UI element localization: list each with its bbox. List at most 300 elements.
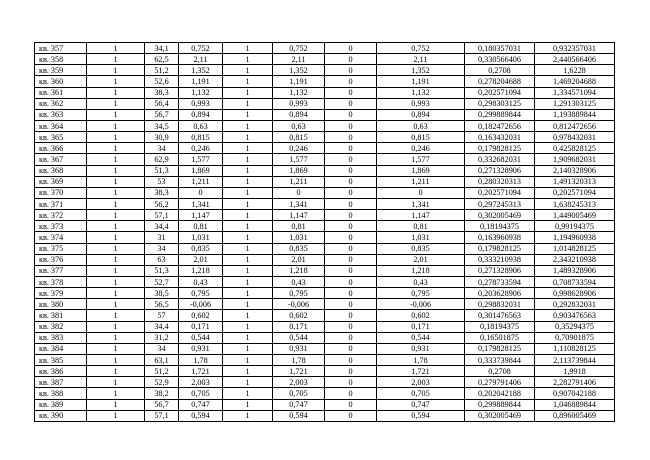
value-cell: 1 (223, 332, 273, 343)
value-cell: 0,298303125 (465, 98, 535, 109)
value-cell: 1,147 (273, 210, 325, 221)
value-cell: 0 (377, 187, 465, 198)
value-cell: 56,5 (145, 299, 179, 310)
value-cell: 1,132 (273, 87, 325, 98)
apartment-label-cell: кв. 363 (35, 109, 87, 120)
value-cell: 1,147 (377, 210, 465, 221)
value-cell: 1,191 (179, 76, 223, 87)
value-cell: 0,815 (273, 132, 325, 143)
value-cell: 34 (145, 343, 179, 354)
table-row (35, 321, 615, 332)
value-cell: 1 (87, 332, 145, 343)
value-cell: 1 (223, 354, 273, 365)
value-cell: 1,352 (273, 65, 325, 76)
value-cell: 0,299889844 (465, 109, 535, 120)
apartment-label-cell: кв. 386 (35, 366, 87, 377)
value-cell: 0,747 (179, 399, 223, 410)
value-cell: 1 (223, 276, 273, 287)
value-cell: 1,721 (179, 366, 223, 377)
value-cell: 1 (87, 87, 145, 98)
value-cell: 57,1 (145, 410, 179, 421)
value-cell: 51,3 (145, 265, 179, 276)
apartment-label-cell: кв. 385 (35, 354, 87, 365)
value-cell: 0,602 (273, 310, 325, 321)
table-body (35, 43, 615, 422)
value-cell: 0 (273, 187, 325, 198)
apartment-label-cell: кв. 380 (35, 299, 87, 310)
value-cell: 1 (223, 388, 273, 399)
value-cell: 0,978432031 (535, 132, 615, 143)
value-cell: 1,132 (179, 87, 223, 98)
value-cell: 1 (223, 343, 273, 354)
value-cell: 0,896005469 (535, 410, 615, 421)
value-cell: 0,332682031 (465, 154, 535, 165)
value-cell: 0,747 (273, 399, 325, 410)
value-cell: 0,202571094 (535, 187, 615, 198)
value-cell: 0,993 (273, 98, 325, 109)
value-cell: 1 (87, 132, 145, 143)
value-cell: 0 (325, 276, 377, 287)
apartment-label-cell: кв. 361 (35, 87, 87, 98)
table-row (35, 377, 615, 388)
value-cell: 0,81 (273, 221, 325, 232)
value-cell: 1,577 (179, 154, 223, 165)
value-cell: 0 (325, 65, 377, 76)
value-cell: 1 (223, 299, 273, 310)
value-cell: 56,7 (145, 399, 179, 410)
value-cell: 0 (325, 143, 377, 154)
value-cell: 0,163960938 (465, 232, 535, 243)
apartment-label-cell: кв. 368 (35, 165, 87, 176)
value-cell: 1,110828125 (535, 343, 615, 354)
value-cell: 0,299889844 (465, 399, 535, 410)
value-cell: 1 (87, 377, 145, 388)
value-cell: 1 (87, 254, 145, 265)
value-cell: 1,341 (179, 198, 223, 209)
value-cell: 1,489328906 (535, 265, 615, 276)
apartment-label-cell: кв. 376 (35, 254, 87, 265)
value-cell: 0,81 (377, 221, 465, 232)
value-cell: 0,202042188 (465, 388, 535, 399)
value-cell: 0,705 (377, 388, 465, 399)
value-cell: 0 (325, 265, 377, 276)
table-row (35, 65, 615, 76)
value-cell: 1,78 (273, 354, 325, 365)
table-row (35, 310, 615, 321)
table-row (35, 143, 615, 154)
value-cell: 1 (87, 310, 145, 321)
value-cell: 0,931 (179, 343, 223, 354)
value-cell: 56,7 (145, 109, 179, 120)
value-cell: 1 (223, 176, 273, 187)
value-cell: 0,894 (377, 109, 465, 120)
value-cell: 0,333739844 (465, 354, 535, 365)
apartment-label-cell: кв. 375 (35, 243, 87, 254)
value-cell: 1,191 (377, 76, 465, 87)
value-cell: 2,003 (377, 377, 465, 388)
value-cell: 0,752 (273, 43, 325, 54)
table-row (35, 276, 615, 287)
value-cell: 1,334571094 (535, 87, 615, 98)
value-cell: 53 (145, 176, 179, 187)
value-cell: 1 (87, 98, 145, 109)
value-cell: 2,11 (377, 54, 465, 65)
value-cell: 57 (145, 310, 179, 321)
value-cell: -0,006 (377, 299, 465, 310)
apartment-label-cell: кв. 357 (35, 43, 87, 54)
value-cell: 1,352 (179, 65, 223, 76)
value-cell: 2,01 (377, 254, 465, 265)
table-row (35, 221, 615, 232)
value-cell: 1 (87, 187, 145, 198)
value-cell: 1,6228 (535, 65, 615, 76)
value-cell: 2,01 (179, 254, 223, 265)
value-cell: 1,191 (273, 76, 325, 87)
apartment-label-cell: кв. 371 (35, 198, 87, 209)
value-cell: 1 (223, 243, 273, 254)
value-cell: 0,278733594 (465, 276, 535, 287)
value-cell: 34,5 (145, 120, 179, 131)
value-cell: 0,43 (273, 276, 325, 287)
table-row (35, 410, 615, 421)
value-cell: 1,291303125 (535, 98, 615, 109)
value-cell: 0,271328906 (465, 265, 535, 276)
value-cell: 1,78 (179, 354, 223, 365)
value-cell: 0 (179, 187, 223, 198)
table-row (35, 399, 615, 410)
value-cell: 1 (87, 165, 145, 176)
value-cell: 0,63 (273, 120, 325, 131)
value-cell: 38,3 (145, 87, 179, 98)
value-cell: 1 (87, 243, 145, 254)
value-cell: 38,5 (145, 288, 179, 299)
value-cell: 1 (87, 276, 145, 287)
value-cell: 1 (223, 143, 273, 154)
value-cell: 31,2 (145, 332, 179, 343)
value-cell: 1 (87, 176, 145, 187)
value-cell: 63,1 (145, 354, 179, 365)
value-cell: 0,812472656 (535, 120, 615, 131)
value-cell: 1 (87, 288, 145, 299)
value-cell: 38,3 (145, 187, 179, 198)
value-cell: 0 (325, 232, 377, 243)
apartment-label-cell: кв. 372 (35, 210, 87, 221)
value-cell: 1,147 (179, 210, 223, 221)
value-cell: 0,302005469 (465, 210, 535, 221)
value-cell: 0 (325, 221, 377, 232)
value-cell: 0,180357031 (465, 43, 535, 54)
value-cell: 1 (223, 210, 273, 221)
value-cell: 1,211 (273, 176, 325, 187)
value-cell: 0 (325, 98, 377, 109)
value-cell: 1 (223, 87, 273, 98)
value-cell: 0 (325, 377, 377, 388)
value-cell: 0 (325, 321, 377, 332)
value-cell: 1 (223, 65, 273, 76)
value-cell: 0,298832031 (465, 299, 535, 310)
value-cell: 0,171 (273, 321, 325, 332)
value-cell: 0 (325, 109, 377, 120)
value-cell: 2,11 (273, 54, 325, 65)
value-cell: 1 (223, 187, 273, 198)
apartment-label-cell: кв. 381 (35, 310, 87, 321)
value-cell: 0 (325, 120, 377, 131)
value-cell: 0,795 (377, 288, 465, 299)
value-cell: 0 (325, 154, 377, 165)
value-cell: 0,271328906 (465, 165, 535, 176)
value-cell: 0,708733594 (535, 276, 615, 287)
value-cell: 0,202571094 (465, 87, 535, 98)
value-cell: 0,998628906 (535, 288, 615, 299)
value-cell: 1 (87, 321, 145, 332)
value-cell: 0,894 (273, 109, 325, 120)
value-cell: 0,171 (377, 321, 465, 332)
value-cell: 0,81 (179, 221, 223, 232)
value-cell: 0,246 (273, 143, 325, 154)
value-cell: 0,18194375 (465, 321, 535, 332)
value-cell: 1,638245313 (535, 198, 615, 209)
table-row (35, 232, 615, 243)
value-cell: 1 (87, 198, 145, 209)
value-cell: 0,815 (179, 132, 223, 143)
value-cell: 2,11 (179, 54, 223, 65)
value-cell: 31 (145, 232, 179, 243)
value-cell: 62,5 (145, 54, 179, 65)
value-cell: 2,01 (273, 254, 325, 265)
value-cell: 0,333210938 (465, 254, 535, 265)
value-cell: 1 (87, 299, 145, 310)
apartment-label-cell: кв. 359 (35, 65, 87, 76)
value-cell: 34,4 (145, 321, 179, 332)
value-cell: 0,279791406 (465, 377, 535, 388)
value-cell: 1,469204688 (535, 76, 615, 87)
value-cell: 1,211 (179, 176, 223, 187)
value-cell: 0,278204688 (465, 76, 535, 87)
value-cell: 1 (223, 366, 273, 377)
value-cell: 1 (87, 120, 145, 131)
apartment-label-cell: кв. 362 (35, 98, 87, 109)
value-cell: 51,3 (145, 165, 179, 176)
apartment-label-cell: кв. 358 (35, 54, 87, 65)
value-cell: 0 (325, 288, 377, 299)
value-cell: 1,218 (377, 265, 465, 276)
apartment-label-cell: кв. 365 (35, 132, 87, 143)
value-cell: 1,014828125 (535, 243, 615, 254)
value-cell: -0,006 (273, 299, 325, 310)
value-cell: 1,031 (273, 232, 325, 243)
value-cell: 1,491320313 (535, 176, 615, 187)
value-cell: 1 (87, 109, 145, 120)
value-cell: 62,9 (145, 154, 179, 165)
apartment-label-cell: кв. 379 (35, 288, 87, 299)
apartment-label-cell: кв. 384 (35, 343, 87, 354)
value-cell: 38,2 (145, 388, 179, 399)
value-cell: 2,140328906 (535, 165, 615, 176)
value-cell: 0,602 (179, 310, 223, 321)
value-cell: 52,7 (145, 276, 179, 287)
apartment-label-cell: кв. 377 (35, 265, 87, 276)
value-cell: 0,544 (377, 332, 465, 343)
table-row (35, 154, 615, 165)
value-cell: 1 (223, 254, 273, 265)
value-cell: 1 (223, 288, 273, 299)
value-cell: 0,932357031 (535, 43, 615, 54)
value-cell: 2,440566406 (535, 54, 615, 65)
value-cell: 57,1 (145, 210, 179, 221)
value-cell: 0,171 (179, 321, 223, 332)
value-cell: 1 (223, 321, 273, 332)
apartment-label-cell: кв. 382 (35, 321, 87, 332)
value-cell: 0 (325, 388, 377, 399)
value-cell: 0,835 (273, 243, 325, 254)
value-cell: 30,9 (145, 132, 179, 143)
value-cell: 0 (325, 176, 377, 187)
value-cell: 34 (145, 143, 179, 154)
value-cell: 1,909682031 (535, 154, 615, 165)
value-cell: 0,302005469 (465, 410, 535, 421)
value-cell: 1,352 (377, 65, 465, 76)
value-cell: 0,2708 (465, 65, 535, 76)
table-row (35, 210, 615, 221)
value-cell: 0,594 (273, 410, 325, 421)
value-cell: 1,78 (377, 354, 465, 365)
value-cell: 0,752 (377, 43, 465, 54)
value-cell: 0,815 (377, 132, 465, 143)
value-cell: 0,297245313 (465, 198, 535, 209)
value-cell: 0,544 (179, 332, 223, 343)
value-cell: 1,031 (179, 232, 223, 243)
value-cell: 0 (325, 310, 377, 321)
value-cell: 1 (87, 76, 145, 87)
table-row (35, 288, 615, 299)
value-cell: 1 (223, 98, 273, 109)
table-row (35, 132, 615, 143)
value-cell: 1,9918 (535, 366, 615, 377)
value-cell: 0 (325, 76, 377, 87)
value-cell: 1 (223, 76, 273, 87)
value-cell: 0,203628906 (465, 288, 535, 299)
value-cell: 1,577 (273, 154, 325, 165)
value-cell: 0,99194375 (535, 221, 615, 232)
value-cell: 0,179828125 (465, 143, 535, 154)
value-cell: 51,2 (145, 366, 179, 377)
table-row (35, 176, 615, 187)
value-cell: 0 (325, 54, 377, 65)
value-cell: 0,544 (273, 332, 325, 343)
value-cell: 0,594 (377, 410, 465, 421)
apartment-label-cell: кв. 370 (35, 187, 87, 198)
table-row (35, 109, 615, 120)
value-cell: 1,341 (273, 198, 325, 209)
value-cell: 0,795 (273, 288, 325, 299)
value-cell: 0 (325, 198, 377, 209)
value-cell: 0,182472656 (465, 120, 535, 131)
value-cell: -0,006 (179, 299, 223, 310)
value-cell: 1,218 (179, 265, 223, 276)
value-cell: 1 (223, 221, 273, 232)
value-cell: 1 (223, 54, 273, 65)
value-cell: 0,163432031 (465, 132, 535, 143)
value-cell: 0 (325, 299, 377, 310)
table-row (35, 265, 615, 276)
value-cell: 1,869 (377, 165, 465, 176)
value-cell: 1 (223, 120, 273, 131)
value-cell: 2,003 (179, 377, 223, 388)
value-cell: 0,301476563 (465, 310, 535, 321)
table-row (35, 243, 615, 254)
apartment-heat-table (34, 42, 615, 422)
apartment-label-cell: кв. 387 (35, 377, 87, 388)
value-cell: 1 (87, 43, 145, 54)
apartment-label-cell: кв. 388 (35, 388, 87, 399)
value-cell: 1,341 (377, 198, 465, 209)
apartment-label-cell: кв. 367 (35, 154, 87, 165)
value-cell: 1 (87, 232, 145, 243)
value-cell: 0,280320313 (465, 176, 535, 187)
value-cell: 0,63 (377, 120, 465, 131)
value-cell: 0 (325, 366, 377, 377)
value-cell: 1 (87, 65, 145, 76)
value-cell: 1,869 (179, 165, 223, 176)
value-cell: 1 (223, 132, 273, 143)
table-row (35, 165, 615, 176)
apartment-label-cell: кв. 390 (35, 410, 87, 421)
value-cell: 1,449005469 (535, 210, 615, 221)
value-cell: 1 (223, 410, 273, 421)
value-cell: 0,179828125 (465, 243, 535, 254)
value-cell: 1 (223, 399, 273, 410)
value-cell: 0,705 (179, 388, 223, 399)
table-row (35, 187, 615, 198)
value-cell: 0,931 (273, 343, 325, 354)
value-cell: 0,292832031 (535, 299, 615, 310)
value-cell: 1,721 (377, 366, 465, 377)
value-cell: 1 (87, 265, 145, 276)
value-cell: 0,903476563 (535, 310, 615, 321)
table-row (35, 120, 615, 131)
value-cell: 0 (325, 165, 377, 176)
value-cell: 0,931 (377, 343, 465, 354)
value-cell: 0,747 (377, 399, 465, 410)
apartment-label-cell: кв. 360 (35, 76, 87, 87)
value-cell: 0 (325, 43, 377, 54)
apartment-label-cell: кв. 364 (35, 120, 87, 131)
value-cell: 2,003 (273, 377, 325, 388)
value-cell: 0,602 (377, 310, 465, 321)
value-cell: 1,132 (377, 87, 465, 98)
value-cell: 0,43 (179, 276, 223, 287)
value-cell: 0 (325, 343, 377, 354)
value-cell: 0,705 (273, 388, 325, 399)
table-row (35, 43, 615, 54)
value-cell: 0,425828125 (535, 143, 615, 154)
value-cell: 0 (325, 132, 377, 143)
value-cell: 1 (87, 154, 145, 165)
value-cell: 56,2 (145, 198, 179, 209)
value-cell: 0,246 (179, 143, 223, 154)
value-cell: 34,4 (145, 221, 179, 232)
value-cell: 1 (223, 310, 273, 321)
table-row (35, 299, 615, 310)
table-row (35, 54, 615, 65)
value-cell: 1,046889844 (535, 399, 615, 410)
value-cell: 0,43 (377, 276, 465, 287)
value-cell: 1,869 (273, 165, 325, 176)
value-cell: 2,343210938 (535, 254, 615, 265)
value-cell: 2,113739844 (535, 354, 615, 365)
apartment-label-cell: кв. 366 (35, 143, 87, 154)
value-cell: 1 (87, 143, 145, 154)
